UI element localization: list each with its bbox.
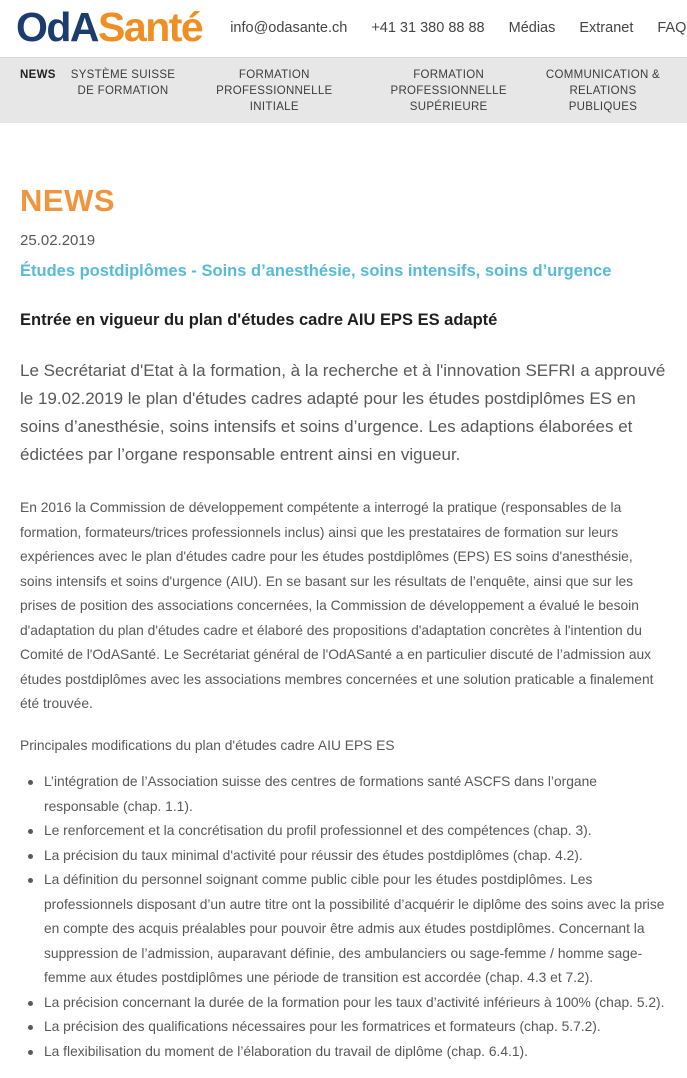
site-header (0, 0, 687, 57)
header-links (230, 20, 686, 36)
nav-item-communication-relations-publiques[interactable]: COMMUNICATION & RELATIONS PUBLIQUES (545, 69, 661, 113)
modifications-list (20, 770, 667, 1064)
list-item: La précision concernant la durée de la formation pour les taux d’activité inférieurs à 100% (chap. 5.2). (24, 991, 667, 1016)
list-item: La précision des qualifications nécessaires pour les formatrices et formateurs (chap. 5.7.2). (24, 1015, 667, 1040)
article-subtitle: Études postdiplômes - Soins d’anesthésie, soins intensifs, soins d’urgence (20, 262, 612, 280)
nav-item-formation-professionnelle-superieure[interactable]: FORMATION PROFESSIONNELLE SUPÉRIEURE (390, 69, 507, 113)
logo-part-oda: OdA (16, 4, 99, 50)
nav-item-systeme-suisse-de-formation[interactable]: SYSTÈME SUISSE DE FORMATION (70, 69, 176, 97)
header-link-extranet[interactable]: Extranet (579, 19, 634, 36)
article-date: 25.02.2019 (20, 232, 96, 249)
odasante-logo[interactable] (16, 4, 203, 50)
bullet-list-intro: Principales modifications du plan d'études cadre AIU EPS ES (20, 737, 395, 753)
article-lead-paragraph: Le Secrétariat d'Etat à la formation, à la recherche et à l'innovation SEFRI a approuvé le 19.02.2019 le plan d'études cadres adapté pour les études postdiplômes ES en soins d’anesthésie, soins intensifs et soins d’urgence. Les adaptions élaborées et édictées par l’organe responsable entrent ainsi en vigueur. (20, 361, 666, 464)
main-nav (0, 57, 687, 123)
logo-part-sante: Santé (98, 4, 203, 50)
main-content (0, 183, 687, 1078)
list-item: La définition du personnel soignant comme public cible pour les études postdiplômes. Les professionnels disposant d’un autre titre ont la possibilité d’acquérir le diplôme des soins avec la prise en compte des acquis préalables pour pouvoir être admis aux études postdiplômes. Concernant la suppression de l’admission, auparavant définie, des ambulanciers ou sage-femme / homme sage-femme aux études postdiplômes une période de transition est accordée (chap. 4.3 et 7.2). (24, 868, 667, 991)
article-title: Entrée en vigueur du plan d'études cadre AIU EPS ES adapté (20, 311, 498, 329)
list-item: La flexibilisation du moment de l’élaboration du travail de diplôme (chap. 6.4.1). (24, 1040, 667, 1065)
list-item: L’intégration de l’Association suisse des centres de formations santé ASCFS dans l’organe responsable (chap. 1.1). (24, 770, 667, 819)
header-link-medias[interactable]: Médias (508, 19, 556, 36)
list-item: La précision du taux minimal d'activité pour réussir des études postdiplômes (chap. 4.2). (24, 844, 667, 869)
article-body-paragraph: En 2016 la Commission de développement compétente a interrogé la pratique (responsables de la formation, formateurs/trices professionnels inclus) ainsi que les prestataires de formation sur leurs expériences avec le plan d'études cadre pour les études postdiplômes (EPS) ES soins d'anesthésie, soins intensifs et soins d'urgence (AIU). En se basant sur les résultats de l’enquête, ainsi que sur les prises de position des associations concernées, la Commission de développement a évalué le besoin d'adaptation du plan d'études cadre et élaboré des propositions d'adaptation concrètes à l'intention du Comité de l'OdASanté. Le Secrétariat général de l'OdASanté a en particulier discuté de l’admission aux études postdiplômes avec les associations membres concernées et une solution praticable a finalement été trouvée. (20, 500, 654, 711)
header-link-faq[interactable]: FAQ (657, 19, 687, 36)
header-link-phone[interactable]: +41 31 380 88 88 (371, 19, 485, 36)
page-title: NEWS (20, 183, 115, 218)
header-link-email[interactable]: info@odasante.ch (230, 19, 348, 36)
list-item: Le renforcement et la concrétisation du profil professionnel et des compétences (chap. 3). (24, 819, 667, 844)
nav-item-news[interactable]: NEWS (20, 69, 56, 81)
nav-item-formation-professionnelle-initiale[interactable]: FORMATION PROFESSIONNELLE INITIALE (216, 69, 333, 113)
